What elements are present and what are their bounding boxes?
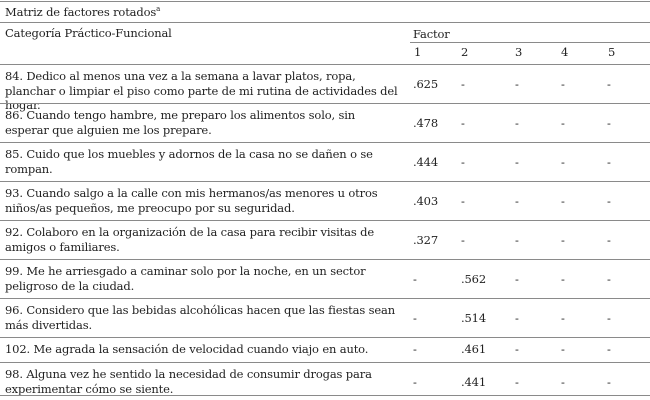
factor-5-loading: - [607,116,611,130]
factor-1-loading: .625 [413,77,439,91]
factor-4-loading: - [561,155,565,169]
factor-1-loading: - [413,272,417,286]
table-row [0,298,650,338]
factor-1-loading: .327 [413,233,439,247]
table-row [0,259,650,299]
factor-3-loading: - [515,77,519,91]
factor-4-loading: - [561,194,565,208]
factor-4-loading: - [561,311,565,325]
table-row [0,181,650,221]
item-text: 93. Cuando salgo a la calle con mis hermanos/as menores u otros niños/as pequeños, me preocupo por su seguridad. [5,186,378,215]
table-row [0,220,650,260]
item-text: 99. Me he arriesgado a caminar solo por la noche, en un sector peligroso de la ciudad. [5,264,366,293]
factor-3-loading: - [515,233,519,247]
table-row [0,362,650,396]
factor-header-rule [410,42,650,43]
factor-5-loading: - [607,342,611,356]
caption-footnote-mark: a [156,5,161,14]
item-text: 85. Cuido que los muebles y adornos de la casa no se dañen o se rompan. [5,147,373,176]
table-caption [5,5,160,19]
factor-2-loading: .514 [461,311,487,325]
factor-1-loading: .444 [413,155,439,169]
factor-5-loading: - [607,155,611,169]
factor-3-loading: - [515,375,519,389]
factor-3-loading: - [515,116,519,130]
factor-2-loading: - [461,155,465,169]
factor-5-loading: - [607,233,611,247]
table-row [0,103,650,143]
item-text: 98. Alguna vez he sentido la necesidad de consumir drogas para experimentar cómo se siente. [5,367,372,396]
factor-2-loading: .461 [461,342,487,356]
factor-column-1: 1 [414,45,422,59]
factor-1-loading: .478 [413,116,439,130]
factor-2-loading: - [461,77,465,91]
factor-header: Factor [413,27,450,41]
factor-1-loading: - [413,311,417,325]
table-row [0,64,650,112]
factor-4-loading: - [561,272,565,286]
caption-text: Matriz de factores rotados [5,5,157,19]
factor-5-loading: - [607,194,611,208]
factor-3-loading: - [515,272,519,286]
factor-1-loading: - [413,375,417,389]
factor-1-loading: .403 [413,194,439,208]
factor-column-2: 2 [461,45,469,59]
factor-2-loading: - [461,116,465,130]
factor-4-loading: - [561,116,565,130]
factor-2-loading: .441 [461,375,487,389]
factor-2-loading: - [461,194,465,208]
item-text: 102. Me agrada la sensación de velocidad cuando viajo en auto. [5,342,369,356]
table-top-rule [0,1,650,2]
factor-1-loading: - [413,342,417,356]
factor-2-loading: .562 [461,272,487,286]
table-row [0,142,650,182]
factor-5-loading: - [607,311,611,325]
factor-column-4: 4 [561,45,569,59]
item-text: 96. Considero que las bebidas alcohólicas hacen que las fiestas sean más divertidas. [5,303,395,332]
factor-2-loading: - [461,233,465,247]
factor-3-loading: - [515,311,519,325]
factor-5-loading: - [607,77,611,91]
item-text: 86. Cuando tengo hambre, me preparo los alimentos solo, sin esperar que alguien me los prepare. [5,108,356,137]
table-row [0,337,650,363]
factor-4-loading: - [561,375,565,389]
factor-5-loading: - [607,272,611,286]
factor-column-3: 3 [515,45,523,59]
factor-3-loading: - [515,155,519,169]
category-header: Categoría Práctico-Funcional [5,26,172,40]
item-text: 84. Dedico al menos una vez a la semana a lavar platos, ropa, planchar o limpiar el piso como parte de mi rutina de actividades del hogar. [5,69,398,112]
factor-3-loading: - [515,342,519,356]
item-text: 92. Colaboro en la organización de la casa para recibir visitas de amigos o familiares. [5,225,374,254]
caption-rule [0,22,650,23]
factor-3-loading: - [515,194,519,208]
factor-5-loading: - [607,375,611,389]
factor-4-loading: - [561,77,565,91]
table-bottom-rule [0,395,650,396]
factor-column-5: 5 [608,45,616,59]
factor-4-loading: - [561,342,565,356]
factor-4-loading: - [561,233,565,247]
